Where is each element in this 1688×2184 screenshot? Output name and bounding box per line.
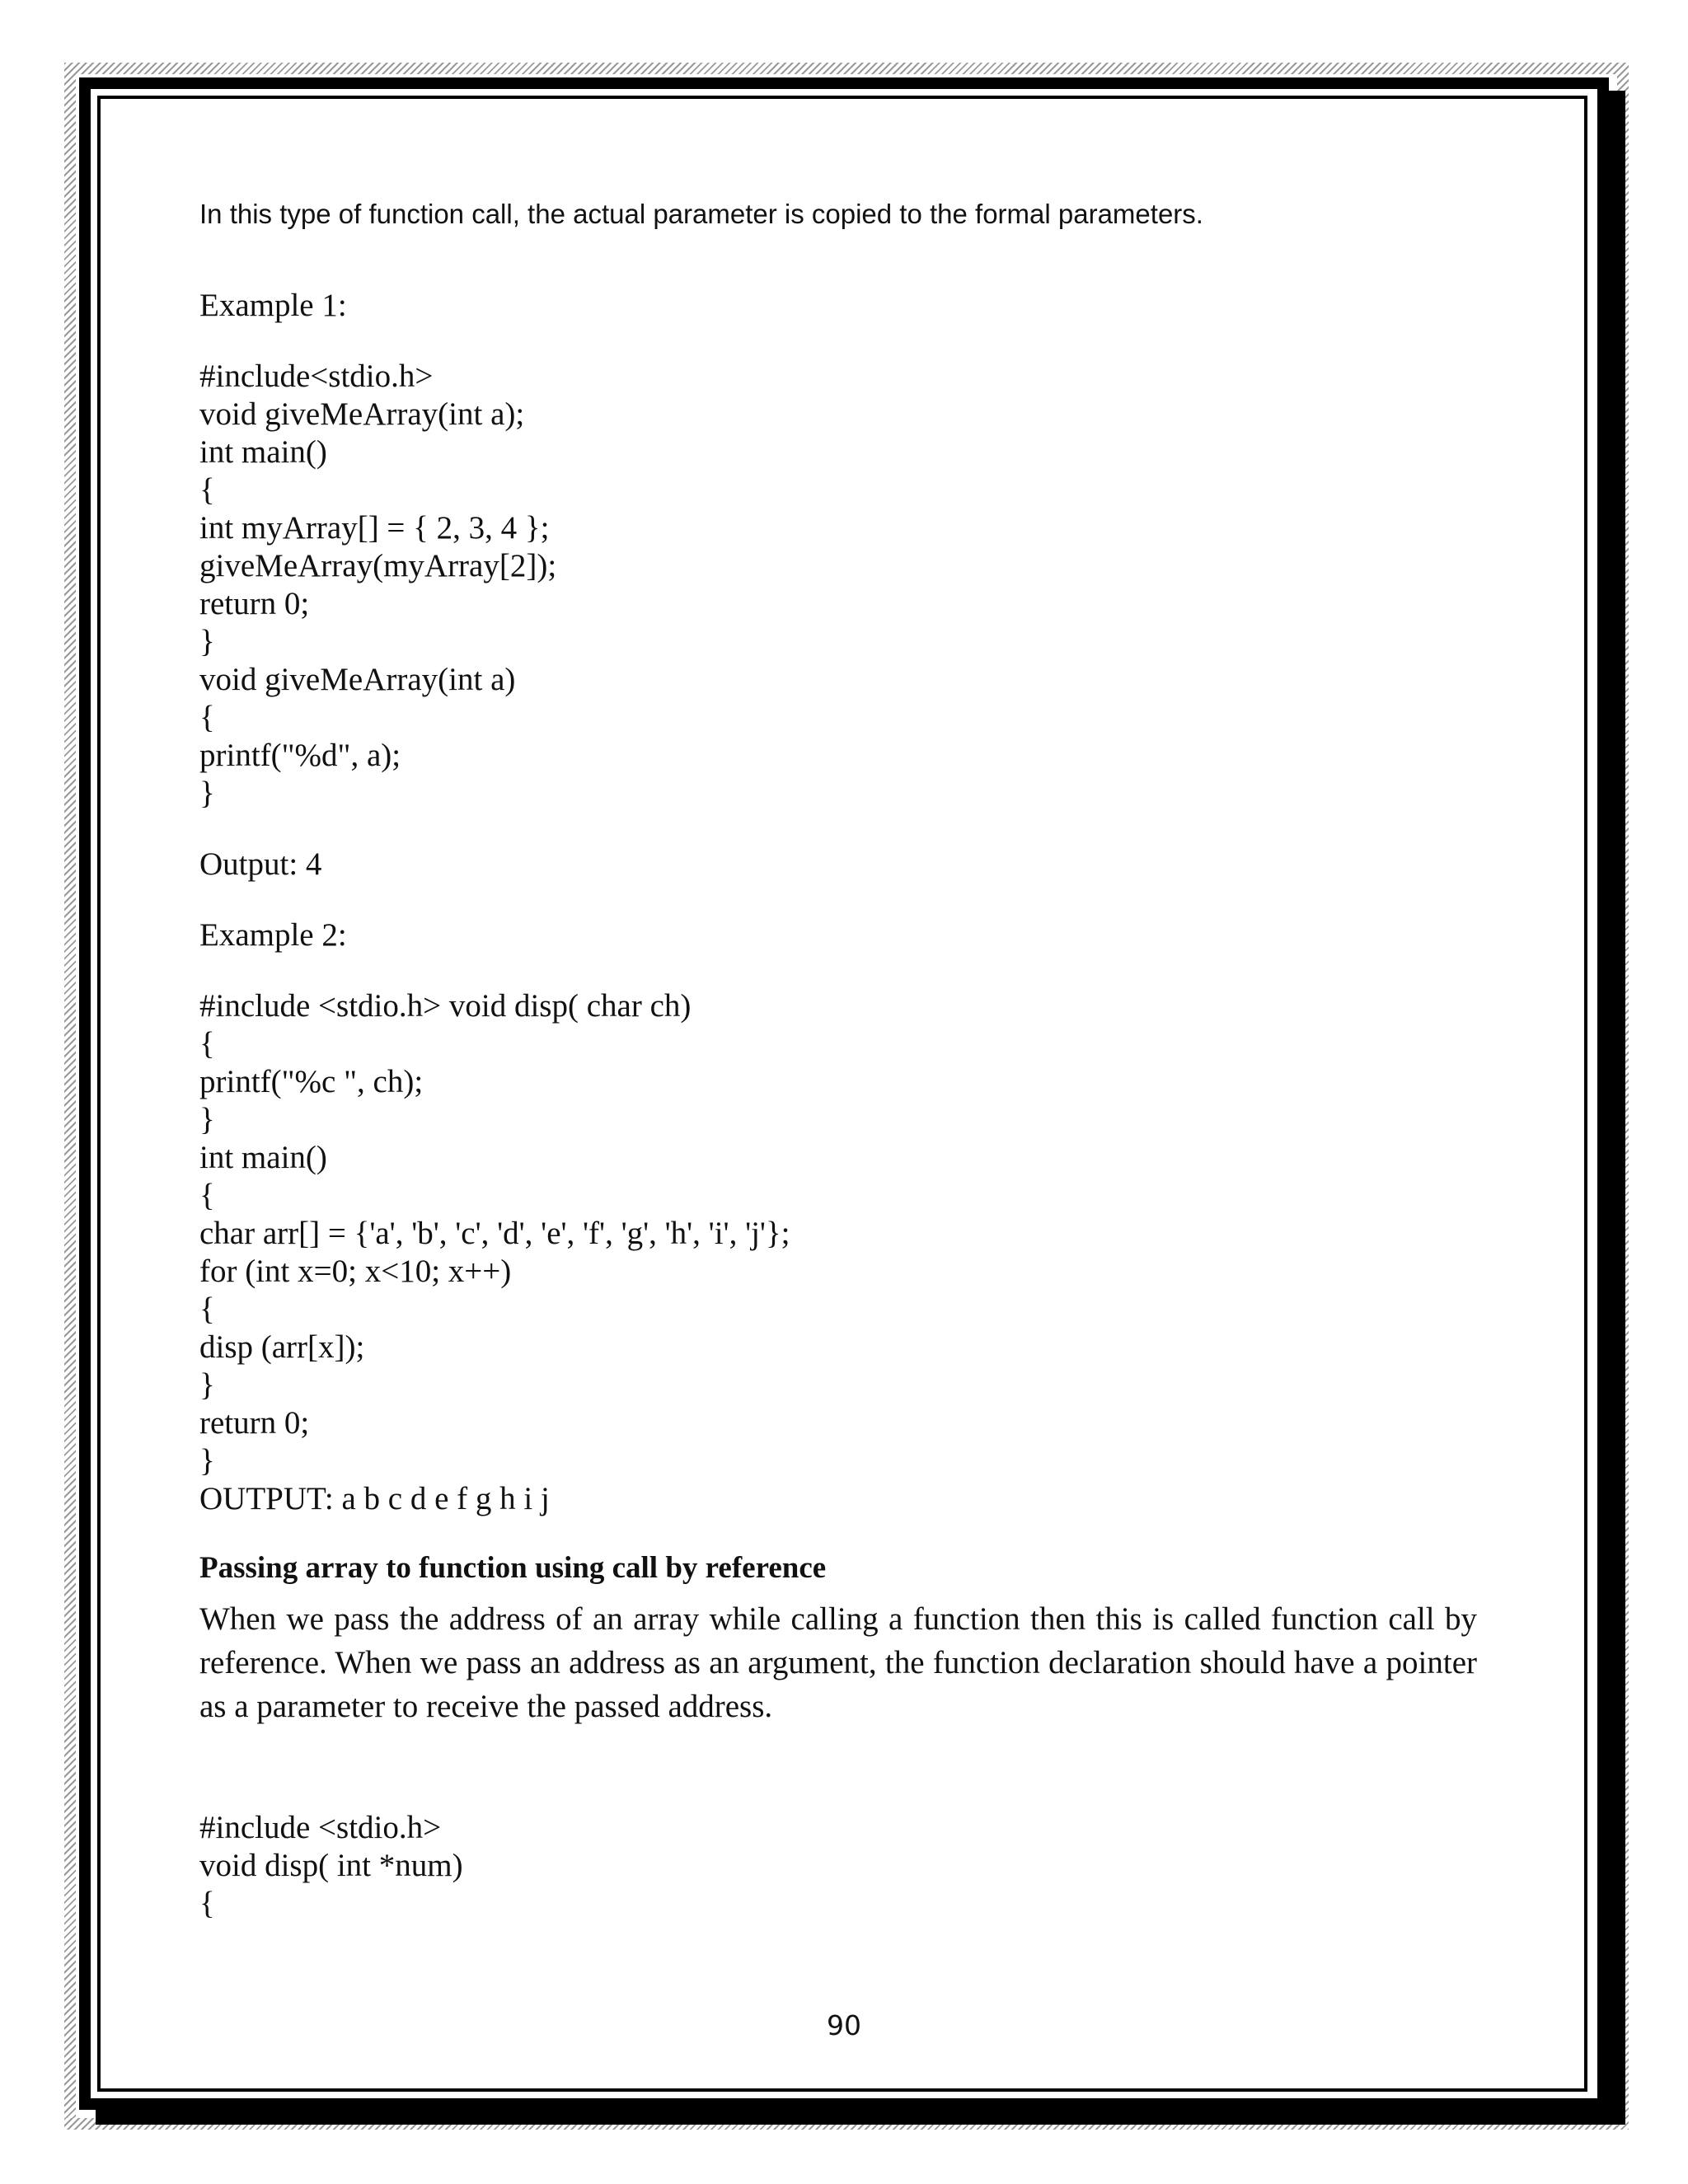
code-line: } [199,624,215,659]
code-line: for (int x=0; x<10; x++) [199,1254,512,1289]
code-line: printf("%c ", ch); [199,1064,424,1099]
example-1-code [199,358,1477,813]
example-1-label: Example 1: [199,288,347,323]
example-2-label: Example 2: [199,917,347,953]
code-line: void giveMeArray(int a); [199,396,525,432]
page-content [199,196,1477,1923]
code-line: #include <stdio.h> [199,1810,442,1845]
code-line: #include <stdio.h> void disp( char ch) [199,988,692,1024]
code-line: return 0; [199,586,310,621]
code-line: { [199,1026,215,1062]
code-line: #include<stdio.h> [199,359,434,394]
code-line: int myArray[] = { 2, 3, 4 }; [199,510,550,546]
code-line: } [199,1102,215,1137]
example-2-output: OUTPUT: a b c d e f g h i j [199,1481,550,1516]
code-line: void disp( int *num) [199,1848,463,1883]
code-line: { [199,1178,215,1213]
page-number: 90 [827,2009,861,2041]
section-paragraph: When we pass the address of an array while calling a function then this is called function call by reference. When we pass an address as an argument, the function declaration should have a pointer as a parameter to receive the passed address. [199,1601,1477,1724]
code-line: return 0; [199,1405,310,1441]
code-line: char arr[] = {'a', 'b', 'c', 'd', 'e', 'f', 'g', 'h', 'i', 'j'}; [199,1216,790,1251]
intro-text: In this type of function call, the actual parameter is copied to the formal parameters. [199,199,1203,229]
code-line: } [199,1443,215,1479]
example-3-code [199,1809,1477,1923]
border-hatch-top [64,63,1629,74]
code-line: int main() [199,434,327,470]
code-line: printf("%d", a); [199,738,401,773]
code-line: } [199,1367,215,1403]
code-line: { [199,472,215,508]
border-hatch-left [64,63,76,2130]
code-line: int main() [199,1140,327,1175]
section-heading: Passing array to function using call by reference [199,1551,827,1585]
example-1-output: Output: 4 [199,846,322,882]
code-line: { [199,700,215,735]
code-line: void giveMeArray(int a) [199,662,516,697]
example-2-code [199,987,1477,1518]
code-line: } [199,776,215,811]
code-line: { [199,1886,215,1921]
code-line: disp (arr[x]); [199,1329,365,1365]
code-line: { [199,1291,215,1327]
code-line: giveMeArray(myArray[2]); [199,548,557,583]
